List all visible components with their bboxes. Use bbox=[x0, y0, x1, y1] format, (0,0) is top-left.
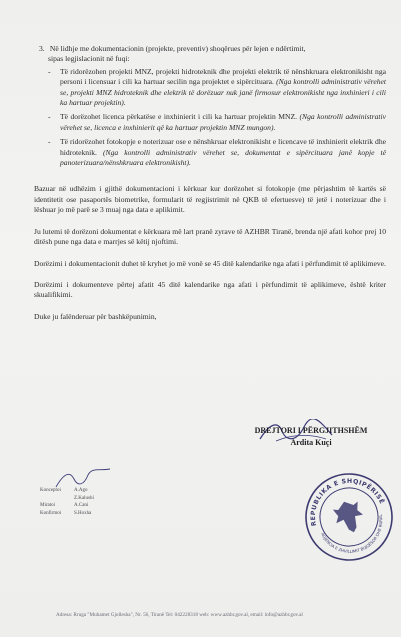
document-body bbox=[34, 44, 386, 333]
approval-row bbox=[40, 510, 114, 518]
closing-line: Duke ju falënderuar për bashkëpunimin, bbox=[34, 311, 157, 321]
requirement-text: Të dorëzohet licenca përkatëse e inxhinierit i cili ka hartuar projektin MNZ. bbox=[60, 112, 298, 122]
list-item bbox=[60, 67, 386, 109]
requirement-note: (Nga kontrolli administrativ vërehet se, projekti MNZ hidroteknik dhe elektrik të dorëzuar nuk janë firmosur elektronikisht nga inxhinieri i cili ka hartuar projektin). bbox=[60, 77, 386, 108]
list-item bbox=[60, 137, 386, 168]
approval-name: S.Hoxha bbox=[74, 510, 92, 516]
approval-name: A.Cani bbox=[74, 503, 89, 509]
point-3-line2: sipas legjislacionit në fuqi: bbox=[48, 54, 130, 64]
paragraph-disqualification: Dorëzimi i dokumenteve përtej afatit 45 ditë kalendarike nga afati i përfundimit të aplikimeve, është kriter skualifikimi. bbox=[34, 279, 386, 300]
approval-role: Miratoi bbox=[40, 503, 55, 509]
paragraph-submission: Dorëzimi i dokumentacionit duhet të kryhet jo më vonë se 45 ditë kalendarike nga afati i përfundimit të aplikimeve. bbox=[34, 258, 386, 268]
list-item bbox=[60, 112, 386, 133]
requirements-list bbox=[60, 67, 386, 169]
paragraph-deadline: Ju lutemi të dorëzoni dokumentat e kërkuara më lart pranë zyrave të AZHBR Tiranë, brenda një afati kohor prej 10 ditësh pune nga data e marrjes së këtij njoftimi. bbox=[34, 226, 386, 247]
approval-name: Z.Kalushi bbox=[74, 495, 94, 501]
approval-list bbox=[40, 487, 114, 517]
approval-role bbox=[40, 495, 74, 503]
approval-role: Konceptoi bbox=[40, 488, 61, 493]
approval-role: Konfirmoi bbox=[40, 510, 62, 516]
footer-address: Adresa: Rruga "Muhamet Gjollesha", Nr. 56, Tiranë Tel: 042228318 web: www.azhbr.gov.al, email: info@azhbr.gov.al bbox=[56, 612, 303, 618]
approval-name: A.Ago bbox=[74, 488, 88, 493]
point-3 bbox=[39, 44, 386, 65]
svg-text:AGJENCIA E ZHVILLIMIT BUJQËSOR: AGJENCIA E ZHVILLIMIT BUJQËSOR DHE RURAL bbox=[320, 513, 384, 554]
signatory-name: Ardita Kuçi bbox=[290, 438, 332, 447]
approval-row bbox=[40, 495, 114, 503]
signatory-title: DREJTORI I PËRGJITHSHËM bbox=[254, 426, 368, 435]
requirement-note: (Nga kontrolli administrativ vërehet se, licenca e inxhinierit që ka hartuar projektin MNZ mungon). bbox=[60, 112, 387, 132]
point-number: 3. bbox=[39, 44, 45, 53]
requirement-text: Të ridorëzohen projekti MNZ, projekti hidroteknik dhe projekti elektrik të nënshkruara elektronikisht nga personi i licensuar i cili ka hartuar secilin nga projektet e sipërcituara. bbox=[60, 66, 386, 87]
signature-block bbox=[236, 425, 386, 449]
requirement-text: Të ridorëzohet fotokopje e noterizuar ose e nënshkruar elektronikisht e licencave të inxhinierit elektrik dhe hidroteknik. bbox=[60, 137, 386, 157]
official-seal-icon bbox=[303, 471, 395, 563]
svg-text:REPUBLIKA E SHQIPËRISË: REPUBLIKA E SHQIPËRISË bbox=[309, 477, 386, 527]
point-3-line1: Në lidhje me dokumentacionin (projekte, preventiv) shoqërues për lejen e ndërtimit, bbox=[49, 44, 306, 53]
approval-row bbox=[40, 487, 114, 495]
approval-row bbox=[40, 502, 114, 510]
paragraph-instruction: Bazuar në udhëzim i gjithë dokumentacioni i kërkuar kur dorëzohet si fotokopje (me përjashtim të kartës së identitetit ose pasaportës biometrike, formularit të regjistrimit në QKB të efertuesve) të jetë i noterizuar dhe i lëshuar jo më parë se 3 muaj nga data e aplikimit. bbox=[34, 184, 386, 215]
requirement-note: (Nga kontrolli administrativ vërehet se, dokumentat e sipërcituara janë kopje të panoterizuara/nënshkruara elektronikisht). bbox=[60, 147, 386, 168]
